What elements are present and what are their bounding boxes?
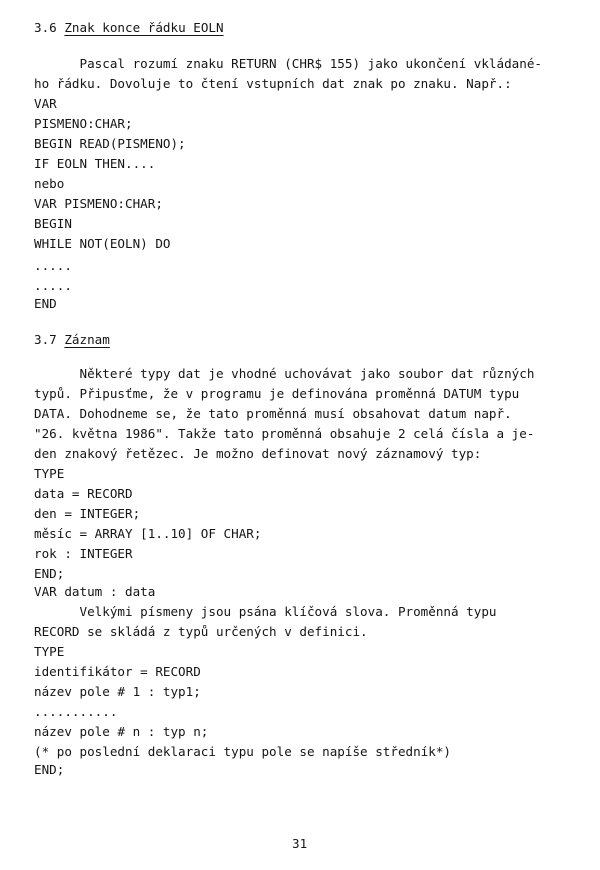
text-line: Některé typy dat je vhodné uchovávat jako soubor dat různých [34,366,535,381]
code-line: TYPE [34,644,65,659]
code-line: VAR PISMENO:CHAR; [34,196,163,211]
code-line: měsíc = ARRAY [1..10] OF CHAR; [34,526,262,541]
code-line: identifikátor = RECORD [34,664,201,679]
code-line: WHILE NOT(EOLN) DO [34,236,171,251]
section-eoln-title: Znak konce řádku EOLN [64,20,224,35]
code-line: BEGIN [34,216,72,231]
section-zaznam-number: 3.7 [34,332,57,347]
code-line: nebo [34,176,65,191]
section-zaznam-heading [34,332,110,347]
code-line: (* po poslední deklaraci typu pole se napíše středník*) [34,744,452,759]
code-line: VAR [34,96,57,111]
section-zaznam-title: Záznam [64,332,110,347]
section-eoln-number: 3.6 [34,20,57,35]
code-line: ..... [34,258,72,273]
text-line: DATA. Dohodneme se, že tato proměnná musí obsahovat datum např. [34,406,512,421]
code-line: rok : INTEGER [34,546,133,561]
section-eoln-heading [34,20,224,35]
code-line: BEGIN READ(PISMENO); [34,136,186,151]
code-line: END; [34,566,65,581]
text-line: den znakový řetězec. Je možno definovat nový záznamový typ: [34,446,482,461]
text-line: Velkými písmeny jsou psána klíčová slova. Proměnná typu [34,604,497,619]
code-line: ..... [34,278,72,293]
text-line: RECORD se skládá z typů určených v definici. [34,624,368,639]
code-line: TYPE [34,466,65,481]
text-line: typů. Připusťme, že v programu je definována proměnná DATUM typu [34,386,520,401]
code-line: PISMENO:CHAR; [34,116,133,131]
code-line: název pole # n : typ n; [34,724,209,739]
text-line: "26. května 1986". Takže tato proměnná obsahuje 2 celá čísla a je- [34,426,535,441]
page-number: 31 [292,836,308,851]
code-line: VAR datum : data [34,584,156,599]
code-line: data = RECORD [34,486,133,501]
code-line: END; [34,762,65,777]
code-line: název pole # 1 : typ1; [34,684,201,699]
text-line: Pascal rozumí znaku RETURN (CHR$ 155) jako ukončení vkládané- [34,56,542,71]
code-line: END [34,296,57,311]
code-line: IF EOLN THEN.... [34,156,156,171]
text-line: ho řádku. Dovoluje to čtení vstupních dat znak po znaku. Např.: [34,76,512,91]
code-line: ........... [34,704,118,719]
code-line: den = INTEGER; [34,506,141,521]
